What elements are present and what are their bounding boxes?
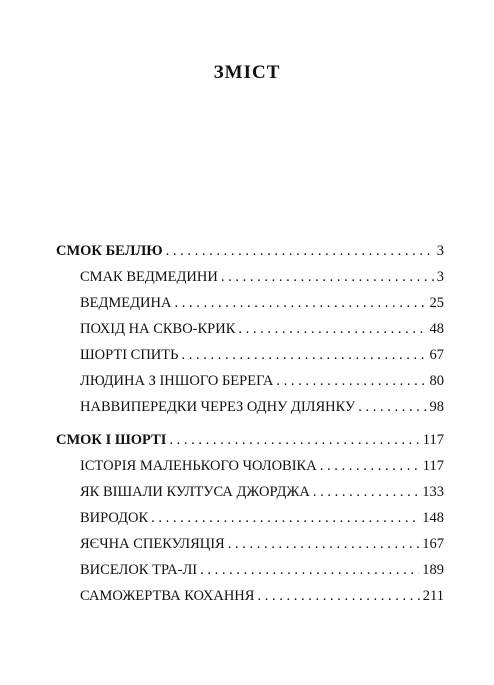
toc-entry-title: ВЕДМЕДИНА	[80, 295, 172, 311]
dot-leader	[276, 370, 426, 392]
toc-page-number: 3	[436, 243, 444, 259]
toc-page-number: 80	[429, 373, 444, 389]
toc-entry[interactable]	[80, 507, 444, 529]
toc-page-number: 117	[422, 432, 444, 448]
toc-part-2[interactable]	[56, 429, 444, 451]
toc-entry-title: ВИРОДОК	[80, 510, 149, 526]
toc-entry[interactable]	[80, 533, 444, 555]
toc-entry[interactable]	[80, 396, 444, 418]
dot-leader	[228, 533, 420, 555]
page-title: ЗМІСТ	[213, 62, 281, 83]
toc-entry-title: СМАК ВЕДМЕДИНИ	[80, 269, 218, 285]
toc-entry[interactable]	[80, 266, 444, 288]
toc-entry-title: ШОРТІ СПИТЬ	[80, 347, 179, 363]
toc-entry-title: ЛЮДИНА З ІНШОГО БЕРЕГА	[80, 373, 274, 389]
toc-page-number: 67	[429, 347, 444, 363]
toc-entry-title: ВИСЕЛОК ТРА-ЛІ	[80, 562, 198, 578]
toc-page-number: 189	[422, 562, 444, 578]
toc-page-number: 117	[422, 458, 444, 474]
toc-page-number: 167	[422, 536, 444, 552]
dot-leader	[151, 507, 419, 529]
dot-leader	[174, 292, 426, 314]
toc-entry[interactable]	[80, 370, 444, 392]
dot-leader	[181, 344, 426, 366]
toc-entry-title: ЯК ВІШАЛИ КУЛТУСА ДЖОРДЖА	[80, 484, 310, 500]
toc-entry[interactable]	[80, 455, 444, 477]
toc-part-1[interactable]	[56, 240, 444, 262]
toc-entry[interactable]	[80, 481, 444, 503]
toc-part-title: СМОК БЕЛЛЮ	[56, 243, 163, 259]
dot-leader	[313, 481, 419, 503]
dot-leader	[221, 266, 434, 288]
toc-page-number: 148	[422, 510, 444, 526]
toc-entry-title: НАВВИПЕРЕДКИ ЧЕРЕЗ ОДНУ ДІЛЯНКУ	[80, 399, 356, 415]
toc-page-number: 25	[429, 295, 444, 311]
toc-entry[interactable]	[80, 292, 444, 314]
toc-page-number: 98	[429, 399, 444, 415]
dot-leader	[320, 455, 420, 477]
toc-entry-title: САМОЖЕРТВА КОХАННЯ	[80, 588, 255, 604]
toc-entry-title: ЯЄЧНА СПЕКУЛЯЦІЯ	[80, 536, 225, 552]
dot-leader	[166, 240, 434, 262]
dot-leader	[257, 585, 419, 607]
toc-page-number: 3	[436, 269, 444, 285]
toc-page-number: 211	[422, 588, 444, 604]
dot-leader	[238, 318, 426, 340]
toc-part-title: СМОК І ШОРТІ	[56, 432, 167, 448]
toc-entry-title: ІСТОРІЯ МАЛЕНЬКОГО ЧОЛОВІКА	[80, 458, 317, 474]
dot-leader	[200, 559, 419, 581]
toc-page-number: 133	[422, 484, 444, 500]
toc-entry[interactable]	[80, 318, 444, 340]
toc-entry[interactable]	[80, 559, 444, 581]
dot-leader	[358, 396, 426, 418]
toc-entry[interactable]	[80, 344, 444, 366]
toc-page-number: 48	[429, 321, 444, 337]
toc-entry[interactable]	[80, 585, 444, 607]
dot-leader	[169, 429, 419, 451]
toc-entry-title: ПОХІД НА СКВО-КРИК	[80, 321, 236, 337]
